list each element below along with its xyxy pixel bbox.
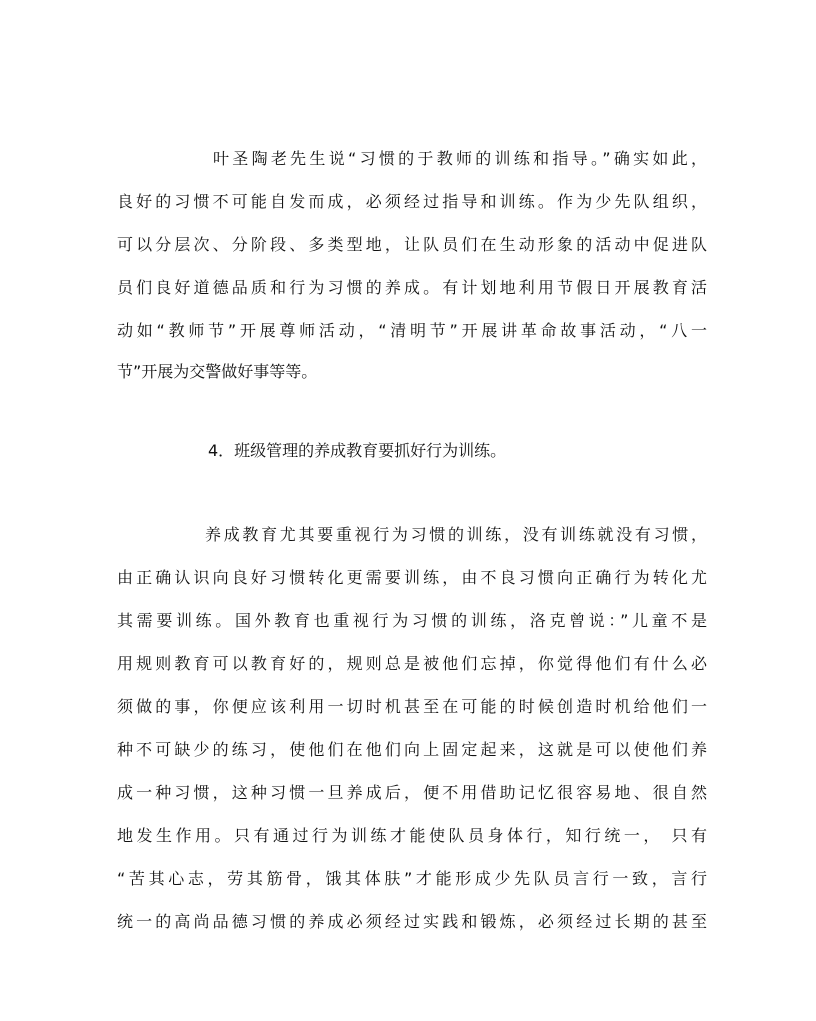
paragraph-2-line-8: 地发生作用。只有通过行为训练才能使队员身体行，知行统一， 只有 xyxy=(117,826,707,845)
paragraph-1-line-2: 良好的习惯不可能自发而成，必须经过指导和训练。作为少先队组织， xyxy=(117,192,707,211)
section-heading-4: 4．班级管理的养成教育要抓好行为训练。 xyxy=(208,441,507,460)
paragraph-1-line-4: 员们良好道德品质和行为习惯的养成。有计划地利用节假日开展教育活 xyxy=(117,278,707,297)
paragraph-2-line-7: 成一种习惯，这种习惯一旦养成后，便不用借助记忆很容易地、很自然 xyxy=(117,783,707,802)
paragraph-2-line-10: 统一的高尚品德习惯的养成必须经过实践和锻炼，必须经过长期的甚至 xyxy=(117,912,707,931)
paragraph-2-line-5: 须做的事，你便应该利用一切时机甚至在可能的时候创造时机给他们一 xyxy=(117,697,707,716)
paragraph-1-line-1: 叶圣陶老先生说“习惯的于教师的训练和指导。”确实如此， xyxy=(213,149,707,168)
paragraph-2-line-2: 由正确认识向良好习惯转化更需要训练，由不良习惯向正确行为转化尤 xyxy=(117,568,707,587)
paragraph-2-line-3: 其需要训练。国外教育也重视行为习惯的训练，洛克曾说：”儿童不是 xyxy=(117,611,707,630)
paragraph-2-line-1: 养成教育尤其要重视行为习惯的训练，没有训练就没有习惯， xyxy=(205,525,707,544)
paragraph-2-line-4: 用规则教育可以教育好的，规则总是被他们忘掉，你觉得他们有什么必 xyxy=(117,654,707,673)
paragraph-1-line-3: 可以分层次、分阶段、多类型地，让队员们在生动形象的活动中促进队 xyxy=(117,235,707,254)
paragraph-1-line-6: 节”开展为交警做好事等等。 xyxy=(117,362,318,381)
paragraph-2-line-9: “苦其心志，劳其筋骨，饿其体肤”才能形成少先队员言行一致，言行 xyxy=(117,869,707,888)
paragraph-2-line-6: 种不可缺少的练习，使他们在他们向上固定起来，这就是可以使他们养 xyxy=(117,740,707,759)
paragraph-1-line-5: 动如“教师节”开展尊师活动，“清明节”开展讲革命故事活动，“八一 xyxy=(117,321,707,340)
